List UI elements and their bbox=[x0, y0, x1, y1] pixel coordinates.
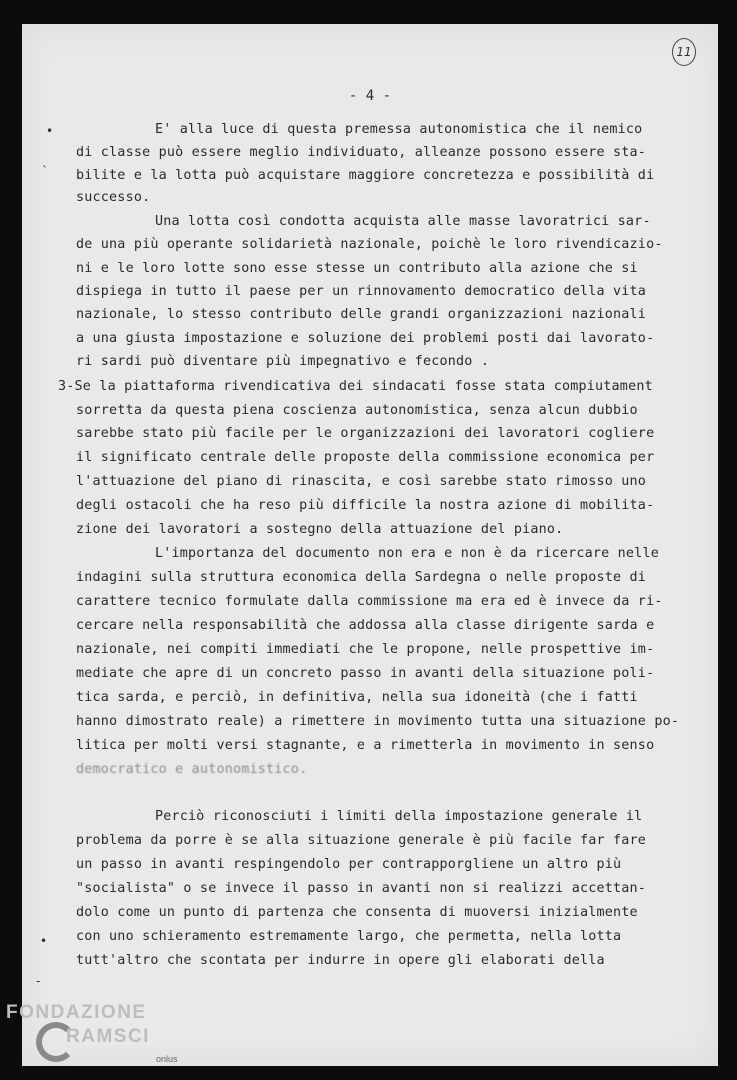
text-line: il significato centrale delle proposte della commissione economica per bbox=[76, 450, 655, 465]
archive-page-annotation: 11 bbox=[672, 38, 696, 66]
text-line: ri sardi può diventare più impegnativo e fecondo . bbox=[76, 354, 490, 369]
text-line: carattere tecnico formulate dalla commissione ma era ed è invece da ri- bbox=[76, 594, 663, 609]
margin-dot: • bbox=[40, 934, 48, 948]
margin-dot: - bbox=[36, 974, 41, 988]
watermark-line3: onlus bbox=[156, 1054, 178, 1064]
text-line: dispiega in tutto il paese per un rinnovamento democratico della vita bbox=[76, 284, 647, 299]
text-line: un passo in avanti respingendolo per contrapporgliene un altro più bbox=[76, 857, 622, 872]
text-line: tica sarda, e perciò, in definitiva, nella sua idoneità (che i fatti bbox=[76, 690, 638, 705]
text-line: l'attuazione del piano di rinascita, e così sarebbe stato rimosso uno bbox=[76, 474, 647, 489]
text-line: sarebbe stato più facile per le organizzazioni dei lavoratori cogliere bbox=[76, 426, 655, 441]
text-line: successo. bbox=[76, 190, 151, 205]
text-line: indagini sulla struttura economica della Sardegna o nelle proposte di bbox=[76, 570, 647, 585]
text-line-faded: democratico e autonomistico. bbox=[76, 762, 308, 777]
margin-dot: ` bbox=[42, 164, 48, 178]
text-line: zione dei lavoratori a sostegno della attuazione del piano. bbox=[76, 522, 564, 537]
text-line: de una più operante solidarietà nazionale, poichè le loro rivendicazio- bbox=[76, 237, 663, 252]
text-line: E' alla luce di questa premessa autonomistica che il nemico bbox=[155, 122, 643, 137]
margin-dot: • bbox=[46, 124, 54, 138]
text-line: mediate che apre di un concreto passo in avanti della situazione poli- bbox=[76, 666, 655, 681]
text-line: nazionale, nei compiti immediati che le propone, nelle prospettive im- bbox=[76, 642, 655, 657]
page-number: - 4 - bbox=[348, 88, 392, 104]
text-line: ni e le loro lotte sono esse stesse un contributo alla azione che si bbox=[76, 261, 638, 276]
text-line: L'importanza del documento non era e non è da ricercare nelle bbox=[155, 546, 659, 561]
text-line: dolo come un punto di partenza che consenta di muoversi inizialmente bbox=[76, 905, 638, 920]
text-line: a una giusta impostazione e soluzione dei problemi posti dai lavorato- bbox=[76, 331, 655, 346]
text-line: di classe può essere meglio individuato, alleanze possono essere sta- bbox=[76, 145, 647, 160]
text-line: degli ostacoli che ha reso più difficile la nostra azione di mobilita- bbox=[76, 498, 655, 513]
text-line: sorretta da questa piena coscienza autonomistica, senza alcun dubbio bbox=[76, 403, 638, 418]
text-line: cercare nella responsabilità che addossa alla classe dirigente sarda e bbox=[76, 618, 655, 633]
text-line: nazionale, lo stesso contributo delle grandi organizzazioni nazionali bbox=[76, 307, 647, 322]
text-line: bilite e la lotta può acquistare maggiore concretezza e possibilità di bbox=[76, 168, 655, 183]
watermark-line1: FONDAZIONE bbox=[6, 1002, 147, 1023]
typewritten-body bbox=[22, 24, 718, 1066]
text-line: hanno dimostrato reale) a rimettere in movimento tutta una situazione po- bbox=[76, 714, 680, 729]
text-line: 3-Se la piattaforma rivendicativa dei sindacati fosse stata compiutament bbox=[58, 379, 653, 394]
text-line: Perciò riconosciuti i limiti della impostazione generale il bbox=[155, 809, 643, 824]
text-line: tutt'altro che scontata per indurre in opere gli elaborati della bbox=[76, 953, 605, 968]
watermark-line2: RAMSCI bbox=[66, 1026, 150, 1047]
text-line: con uno schieramento estremamente largo, che permetta, nella lotta bbox=[76, 929, 622, 944]
text-line: Una lotta così condotta acquista alle masse lavoratrici sar- bbox=[155, 214, 651, 229]
text-line: "socialista" o se invece il passo in avanti non si realizzi accettan- bbox=[76, 881, 647, 896]
document-page bbox=[22, 24, 718, 1066]
text-line: litica per molti versi stagnante, e a rimetterla in movimento in senso bbox=[76, 738, 655, 753]
watermark-logo bbox=[6, 998, 206, 1078]
text-line: problema da porre è se alla situazione generale è più facile far fare bbox=[76, 833, 647, 848]
